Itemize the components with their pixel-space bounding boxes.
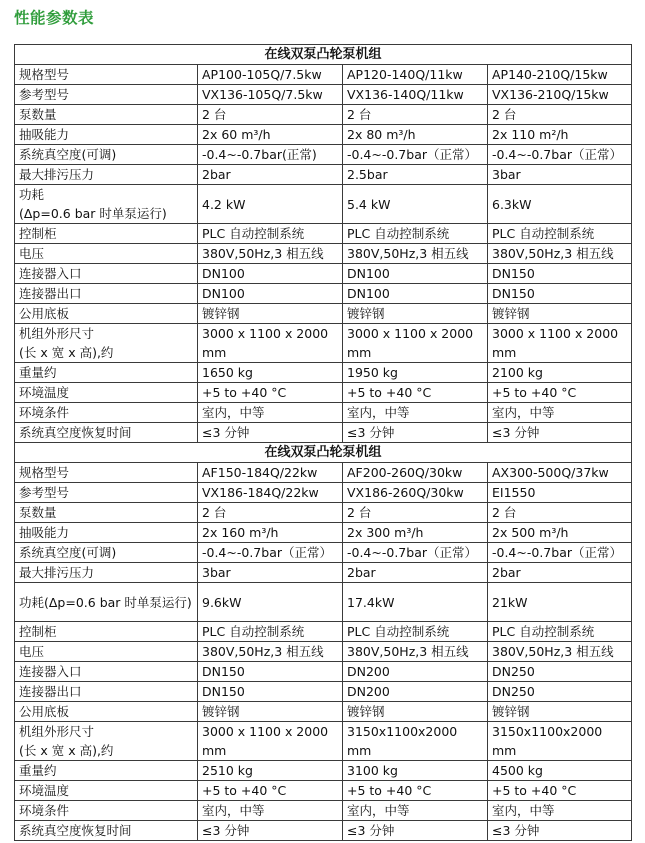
- row-value: DN150: [198, 662, 343, 682]
- row-label: 参考型号: [15, 483, 198, 503]
- row-label: 电压: [15, 642, 198, 662]
- row-value: +5 to +40 °C: [488, 781, 632, 801]
- row-value: 3000 x 1100 x 2000 mm: [488, 324, 632, 363]
- row-label: 系统真空度恢复时间: [15, 423, 198, 443]
- row-value: 2 台: [343, 105, 488, 125]
- row-label: 最大排污压力: [15, 563, 198, 583]
- row-label: 功耗 (Δp=0.6 bar 时单泵运行): [15, 185, 198, 224]
- row-value: ≤3 分钟: [488, 821, 632, 841]
- row-value: VX136-140Q/11kw: [343, 85, 488, 105]
- row-value: 2 台: [343, 503, 488, 523]
- row-value: 5.4 kW: [343, 185, 488, 224]
- row-label: 环境条件: [15, 403, 198, 423]
- row-value: DN100: [343, 284, 488, 304]
- row-label: 电压: [15, 244, 198, 264]
- row-value: -0.4~-0.7bar(正常): [198, 145, 343, 165]
- row-value: 2 台: [488, 105, 632, 125]
- row-label: 控制柜: [15, 224, 198, 244]
- row-label: 公用底板: [15, 304, 198, 324]
- section-header-row: [15, 45, 632, 65]
- row-value: 2bar: [343, 563, 488, 583]
- row-label: 规格型号: [15, 65, 198, 85]
- row-value: +5 to +40 °C: [343, 383, 488, 403]
- row-label: 环境温度: [15, 383, 198, 403]
- row-value: 镀锌钢: [343, 304, 488, 324]
- row-value: 2 台: [198, 503, 343, 523]
- row-value: AX300-500Q/37kw: [488, 463, 632, 483]
- row-label: 机组外形尺寸 (长 x 宽 x 高),约: [15, 324, 198, 363]
- row-label: 泵数量: [15, 503, 198, 523]
- section-header-row: [15, 443, 632, 463]
- row-value: 室内，中等: [343, 801, 488, 821]
- row-value: PLC 自动控制系统: [198, 224, 343, 244]
- row-value: 380V,50Hz,3 相五线: [488, 244, 632, 264]
- row-label: 公用底板: [15, 702, 198, 722]
- row-value: AP100-105Q/7.5kw: [198, 65, 343, 85]
- table-row: [15, 483, 632, 503]
- table-row: [15, 423, 632, 443]
- row-value: DN200: [343, 662, 488, 682]
- row-value: 3150x1100x2000 mm: [343, 722, 488, 761]
- row-value: AP120-140Q/11kw: [343, 65, 488, 85]
- row-label: 系统真空度(可调): [15, 543, 198, 563]
- row-value: VX136-210Q/15kw: [488, 85, 632, 105]
- row-value: EI1550: [488, 483, 632, 503]
- row-value: -0.4~-0.7bar（正常）: [343, 543, 488, 563]
- row-value: 3150x1100x2000 mm: [488, 722, 632, 761]
- row-label: 连接器出口: [15, 682, 198, 702]
- table-row: [15, 523, 632, 543]
- row-value: 380V,50Hz,3 相五线: [198, 244, 343, 264]
- row-value: VX186-260Q/30kw: [343, 483, 488, 503]
- row-label: 机组外形尺寸 (长 x 宽 x 高),约: [15, 722, 198, 761]
- row-value: 380V,50Hz,3 相五线: [343, 642, 488, 662]
- row-value: DN150: [488, 284, 632, 304]
- row-value: 室内，中等: [198, 801, 343, 821]
- row-value: PLC 自动控制系统: [198, 622, 343, 642]
- row-value: 6.3kW: [488, 185, 632, 224]
- row-value: ≤3 分钟: [343, 423, 488, 443]
- row-value: VX136-105Q/7.5kw: [198, 85, 343, 105]
- row-value: DN250: [488, 682, 632, 702]
- table-row: [15, 185, 632, 224]
- row-value: -0.4~-0.7bar（正常）: [343, 145, 488, 165]
- row-value: AF150-184Q/22kw: [198, 463, 343, 483]
- row-value: ≤3 分钟: [343, 821, 488, 841]
- table-row: [15, 403, 632, 423]
- row-label: 规格型号: [15, 463, 198, 483]
- table-row: [15, 304, 632, 324]
- row-value: 4500 kg: [488, 761, 632, 781]
- row-value: 3000 x 1100 x 2000 mm: [343, 324, 488, 363]
- row-value: 2x 110 m²/h: [488, 125, 632, 145]
- row-label: 重量约: [15, 761, 198, 781]
- table-row: [15, 801, 632, 821]
- row-value: +5 to +40 °C: [198, 383, 343, 403]
- table-row: [15, 722, 632, 761]
- row-value: 3bar: [488, 165, 632, 185]
- row-value: 2510 kg: [198, 761, 343, 781]
- row-value: DN150: [198, 682, 343, 702]
- table-row: [15, 781, 632, 801]
- row-value: 380V,50Hz,3 相五线: [198, 642, 343, 662]
- row-label: 环境条件: [15, 801, 198, 821]
- table-row: [15, 145, 632, 165]
- row-value: +5 to +40 °C: [343, 781, 488, 801]
- row-value: PLC 自动控制系统: [488, 224, 632, 244]
- row-value: PLC 自动控制系统: [343, 224, 488, 244]
- table-row: [15, 702, 632, 722]
- table-row: [15, 284, 632, 304]
- row-value: AP140-210Q/15kw: [488, 65, 632, 85]
- row-label: 连接器入口: [15, 264, 198, 284]
- table-row: [15, 622, 632, 642]
- row-value: 2x 80 m³/h: [343, 125, 488, 145]
- table-row: [15, 761, 632, 781]
- row-label: 泵数量: [15, 105, 198, 125]
- row-value: 2x 160 m³/h: [198, 523, 343, 543]
- row-value: 21kW: [488, 583, 632, 622]
- row-value: DN200: [343, 682, 488, 702]
- row-value: 3bar: [198, 563, 343, 583]
- row-value: 4.2 kW: [198, 185, 343, 224]
- row-value: 3000 x 1100 x 2000 mm: [198, 324, 343, 363]
- spec-table-body: [15, 45, 632, 841]
- row-value: 2 台: [488, 503, 632, 523]
- row-label: 抽吸能力: [15, 523, 198, 543]
- row-label: 环境温度: [15, 781, 198, 801]
- row-value: 室内，中等: [343, 403, 488, 423]
- table-row: [15, 543, 632, 563]
- table-row: [15, 165, 632, 185]
- table-row: [15, 244, 632, 264]
- row-value: 2.5bar: [343, 165, 488, 185]
- row-label: 系统真空度恢复时间: [15, 821, 198, 841]
- page-title: 性能参数表: [14, 9, 95, 27]
- table-row: [15, 563, 632, 583]
- row-value: -0.4~-0.7bar（正常）: [488, 145, 632, 165]
- row-value: DN100: [198, 284, 343, 304]
- row-value: ≤3 分钟: [198, 423, 343, 443]
- row-value: 镀锌钢: [488, 702, 632, 722]
- row-label: 参考型号: [15, 85, 198, 105]
- spec-table: [14, 44, 632, 841]
- row-value: 1650 kg: [198, 363, 343, 383]
- table-row: [15, 363, 632, 383]
- row-value: PLC 自动控制系统: [343, 622, 488, 642]
- table-row: [15, 264, 632, 284]
- row-value: 380V,50Hz,3 相五线: [343, 244, 488, 264]
- row-value: -0.4~-0.7bar（正常）: [488, 543, 632, 563]
- row-value: 室内，中等: [488, 801, 632, 821]
- row-value: 镀锌钢: [198, 304, 343, 324]
- row-value: VX186-184Q/22kw: [198, 483, 343, 503]
- row-value: 17.4kW: [343, 583, 488, 622]
- table-row: [15, 463, 632, 483]
- row-label: 系统真空度(可调): [15, 145, 198, 165]
- table-row: [15, 383, 632, 403]
- row-value: 3100 kg: [343, 761, 488, 781]
- row-value: DN100: [198, 264, 343, 284]
- table-row: [15, 324, 632, 363]
- row-value: 3000 x 1100 x 2000 mm: [198, 722, 343, 761]
- row-value: 2x 300 m³/h: [343, 523, 488, 543]
- row-value: ≤3 分钟: [488, 423, 632, 443]
- table-row: [15, 85, 632, 105]
- table-row: [15, 105, 632, 125]
- table-row: [15, 642, 632, 662]
- table-row: [15, 224, 632, 244]
- table-row: [15, 503, 632, 523]
- row-value: AF200-260Q/30kw: [343, 463, 488, 483]
- row-value: 室内，中等: [198, 403, 343, 423]
- row-value: +5 to +40 °C: [488, 383, 632, 403]
- row-value: +5 to +40 °C: [198, 781, 343, 801]
- row-label: 重量约: [15, 363, 198, 383]
- row-value: 2 台: [198, 105, 343, 125]
- row-label: 控制柜: [15, 622, 198, 642]
- table-row: [15, 662, 632, 682]
- row-value: 2bar: [198, 165, 343, 185]
- row-value: DN150: [488, 264, 632, 284]
- section-title: 在线双泵凸轮泵机组: [15, 443, 632, 463]
- row-label: 连接器出口: [15, 284, 198, 304]
- row-value: PLC 自动控制系统: [488, 622, 632, 642]
- row-value: DN100: [343, 264, 488, 284]
- table-row: [15, 125, 632, 145]
- section-title: 在线双泵凸轮泵机组: [15, 45, 632, 65]
- row-value: 9.6kW: [198, 583, 343, 622]
- row-value: 镀锌钢: [198, 702, 343, 722]
- row-label: 抽吸能力: [15, 125, 198, 145]
- table-row: [15, 65, 632, 85]
- table-row: [15, 682, 632, 702]
- row-label: 功耗(Δp=0.6 bar 时单泵运行): [15, 583, 198, 622]
- table-row: [15, 821, 632, 841]
- row-value: 镀锌钢: [488, 304, 632, 324]
- row-value: DN250: [488, 662, 632, 682]
- row-value: 镀锌钢: [343, 702, 488, 722]
- row-label: 最大排污压力: [15, 165, 198, 185]
- row-value: -0.4~-0.7bar（正常）: [198, 543, 343, 563]
- row-value: 1950 kg: [343, 363, 488, 383]
- row-label: 连接器入口: [15, 662, 198, 682]
- table-row: [15, 583, 632, 622]
- row-value: 室内，中等: [488, 403, 632, 423]
- row-value: 380V,50Hz,3 相五线: [488, 642, 632, 662]
- row-value: 2bar: [488, 563, 632, 583]
- row-value: ≤3 分钟: [198, 821, 343, 841]
- row-value: 2x 500 m³/h: [488, 523, 632, 543]
- row-value: 2x 60 m³/h: [198, 125, 343, 145]
- row-value: 2100 kg: [488, 363, 632, 383]
